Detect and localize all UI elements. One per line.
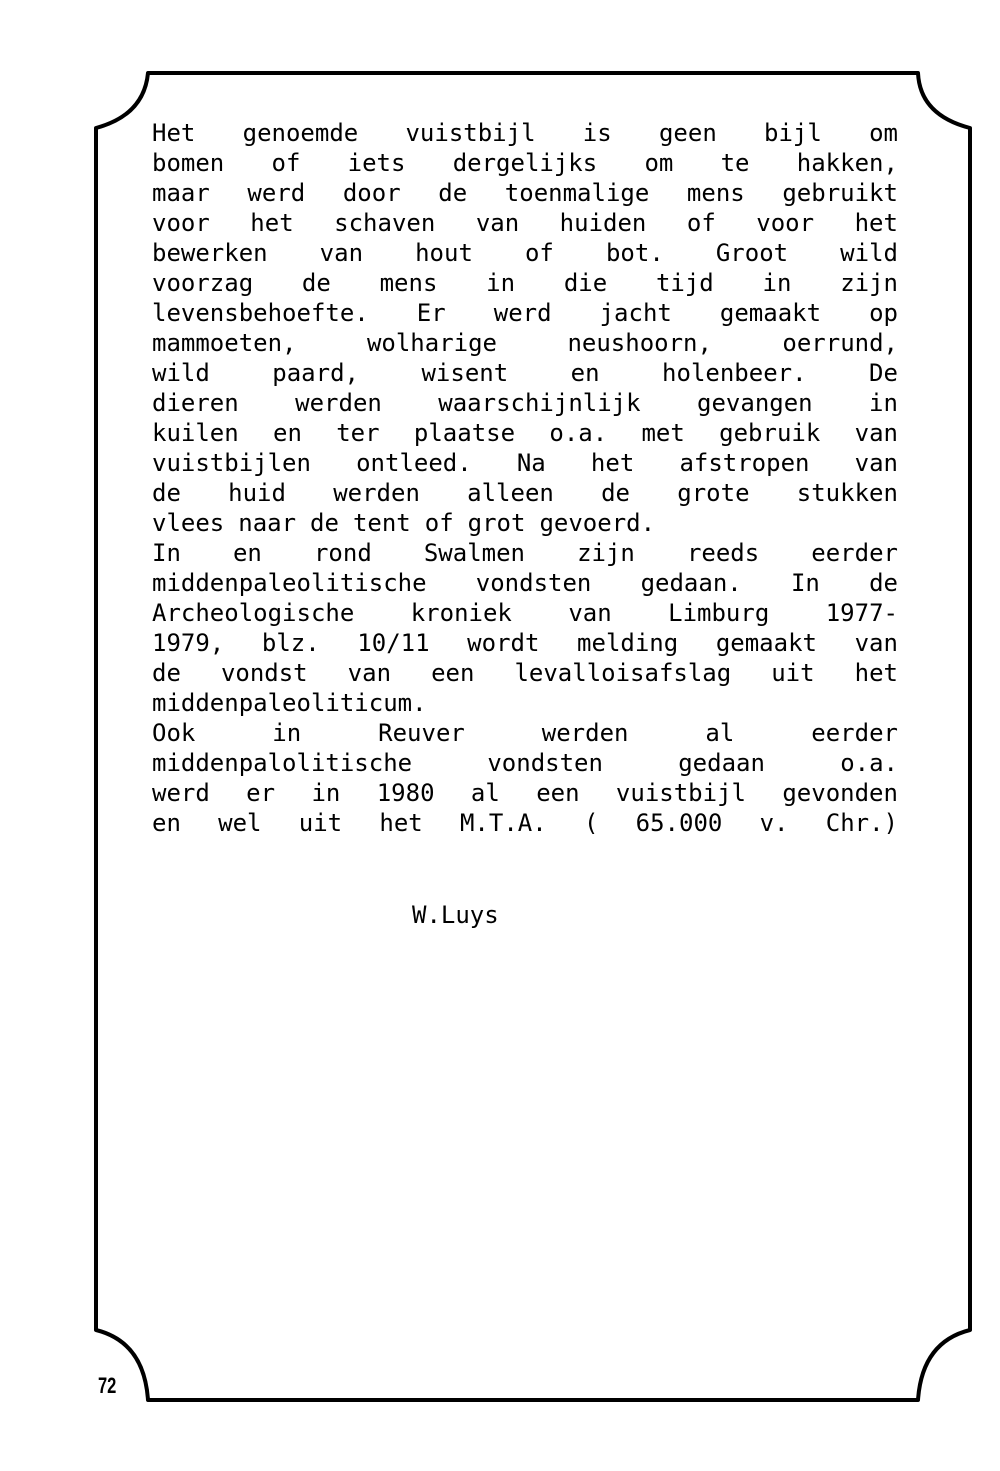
word: zijn [577, 539, 635, 567]
word: geen [658, 119, 717, 147]
word: bijl [764, 119, 822, 147]
word: gedaan. [640, 569, 742, 597]
word: Het [152, 119, 196, 147]
word: Swalmen [423, 539, 525, 567]
word: blz. [261, 629, 320, 657]
word: het [590, 449, 635, 477]
word: Groot [715, 239, 789, 267]
word: voor [756, 209, 815, 237]
word: wisent [421, 359, 509, 387]
word: het [379, 809, 423, 837]
word: een [431, 659, 475, 687]
word: bot. [605, 239, 664, 267]
word: afstropen [679, 449, 810, 477]
word: wordt [467, 629, 540, 657]
word: levensbehoefte. [152, 299, 369, 327]
text-line [152, 418, 898, 448]
word: en [232, 539, 262, 567]
word: paard, [272, 359, 359, 387]
word: de [301, 269, 331, 297]
word: al [705, 719, 735, 747]
word: vuistbijl [405, 119, 536, 147]
word: het [854, 209, 898, 237]
word: bewerken [152, 239, 268, 267]
word: Er [416, 299, 446, 327]
word: wolharige [366, 329, 497, 357]
word: of [686, 209, 716, 237]
text-line [152, 208, 898, 238]
word: of [524, 239, 554, 267]
word: holenbeer. [662, 359, 807, 387]
word: de [152, 479, 181, 507]
word: gemaakt [719, 299, 822, 327]
word: gemaakt [715, 629, 817, 657]
text-line [152, 658, 898, 688]
word: werd [493, 299, 552, 327]
text-line [152, 448, 898, 478]
word: 1977- [825, 599, 898, 627]
text-line [152, 568, 898, 598]
text-line [152, 328, 898, 358]
word: hakken, [796, 149, 898, 177]
word: werden [541, 719, 629, 747]
word: Ook [152, 719, 196, 747]
word: vondst [220, 659, 308, 687]
word: mens [379, 269, 438, 297]
word: er [246, 779, 276, 807]
word: middenpaleoliticum. [152, 689, 427, 717]
text-line [152, 508, 898, 538]
word: hout [415, 239, 473, 267]
word: in [486, 269, 516, 297]
word: waarschijnlijk [438, 389, 641, 417]
word: De [869, 359, 898, 387]
word: 1979, [152, 629, 225, 657]
word: schaven [334, 209, 436, 237]
text-line [152, 688, 898, 718]
word: huid [228, 479, 286, 507]
word: werden [333, 479, 420, 507]
word: 10/11 [357, 629, 430, 657]
word: of [271, 149, 301, 177]
word: melding [577, 629, 679, 657]
word: gevoerd. [539, 509, 656, 537]
word: zijn [840, 269, 898, 297]
text-line [152, 148, 898, 178]
word: stukken [796, 479, 898, 507]
text-line [152, 538, 898, 568]
word: middenpaleolitische [152, 569, 427, 597]
word: Limburg [668, 599, 770, 627]
word: van [347, 659, 392, 687]
word: Reuver [378, 719, 465, 747]
text-line [152, 478, 898, 508]
word: wild [152, 359, 210, 387]
word: werd [247, 179, 306, 207]
word: ter [336, 419, 380, 447]
word: vuistbijl [615, 779, 746, 807]
word: Na [516, 449, 546, 477]
word: de [869, 569, 898, 597]
word: plaatse [413, 419, 516, 447]
word: in [762, 269, 792, 297]
word: een [536, 779, 580, 807]
text-line [152, 178, 898, 208]
word: reeds [686, 539, 760, 567]
word: is [582, 119, 612, 147]
text-line [152, 118, 898, 148]
author-signature: W.Luys [412, 901, 499, 929]
word: die [563, 269, 608, 297]
word: in [272, 719, 302, 747]
text-line [152, 358, 898, 388]
word: wel [218, 809, 262, 837]
word: vuistbijlen [152, 449, 311, 477]
word: dergelijks [452, 149, 598, 177]
word: iets [347, 149, 406, 177]
word: en [570, 359, 600, 387]
word: eerder [811, 539, 898, 567]
word: wild [840, 239, 898, 267]
word: M.T.A. [459, 809, 547, 837]
text-line [152, 268, 898, 298]
word: maar [152, 179, 210, 207]
word: de [601, 479, 631, 507]
word: Chr.) [825, 809, 898, 837]
word: mens [686, 179, 745, 207]
word: voorzag [152, 269, 254, 297]
word: vondsten [475, 569, 592, 597]
text-line [152, 778, 898, 808]
word: o.a. [840, 749, 898, 777]
word: v. [759, 809, 789, 837]
word: o.a. [549, 419, 608, 447]
word: ( [583, 809, 599, 837]
word: werden [295, 389, 382, 417]
word: van [854, 419, 898, 447]
page-number: 72 [98, 1373, 117, 1398]
word: gevonden [782, 779, 898, 807]
article-text [152, 118, 898, 838]
word: rond [313, 539, 372, 567]
text-line [152, 598, 898, 628]
word: In [152, 539, 181, 567]
word: met [641, 419, 685, 447]
word: van [319, 239, 364, 267]
word: voor [152, 209, 210, 237]
word: in [311, 779, 341, 807]
word: neushoorn, [567, 329, 712, 357]
word: van [475, 209, 520, 237]
word: van [854, 629, 898, 657]
word: In [790, 569, 820, 597]
word: toenmalige [504, 179, 650, 207]
word: van [854, 449, 898, 477]
word: ontleed. [356, 449, 472, 477]
word: huiden [559, 209, 647, 237]
word: in [869, 389, 898, 417]
word: van [568, 599, 612, 627]
word: middenpalolitische [152, 749, 413, 777]
word: 1980 [376, 779, 435, 807]
word: 65.000 [635, 809, 723, 837]
word: en [152, 809, 181, 837]
word: alleen [467, 479, 554, 507]
word: jacht [599, 299, 672, 327]
word: genoemde [242, 119, 359, 147]
word: oerrund, [782, 329, 898, 357]
word: de [438, 179, 468, 207]
text-line [152, 748, 898, 778]
text-line [152, 388, 898, 418]
word: dieren [152, 389, 239, 417]
word: Archeologische [152, 599, 355, 627]
word: om [644, 149, 674, 177]
text-line [152, 808, 898, 838]
word: naar [238, 509, 297, 537]
word: het [250, 209, 294, 237]
word: levalloisafslag [514, 659, 732, 687]
word: werd [152, 779, 210, 807]
word: tent [352, 509, 411, 537]
word: om [869, 119, 898, 147]
text-line [152, 718, 898, 748]
word: op [869, 299, 898, 327]
word: kroniek [410, 599, 512, 627]
word: bomen [152, 149, 225, 177]
text-line [152, 628, 898, 658]
word: gebruikt [782, 179, 898, 207]
text-line [152, 238, 898, 268]
word: uit [771, 659, 815, 687]
word: gedaan [678, 749, 765, 777]
text-line [152, 298, 898, 328]
word: vondsten [487, 749, 603, 777]
word: door [342, 179, 401, 207]
word: tijd [655, 269, 714, 297]
word: grot [467, 509, 526, 537]
word: mammoeten, [152, 329, 297, 357]
word: vlees [152, 509, 225, 537]
word: de [152, 659, 181, 687]
word: gebruik [719, 419, 821, 447]
word: eerder [811, 719, 898, 747]
word: en [273, 419, 302, 447]
word: uit [298, 809, 343, 837]
word: de [310, 509, 339, 537]
word: al [470, 779, 500, 807]
word: gevangen [697, 389, 813, 417]
word: te [720, 149, 750, 177]
word: grote [677, 479, 750, 507]
word: kuilen [152, 419, 239, 447]
word: of [424, 509, 454, 537]
word: het [854, 659, 898, 687]
